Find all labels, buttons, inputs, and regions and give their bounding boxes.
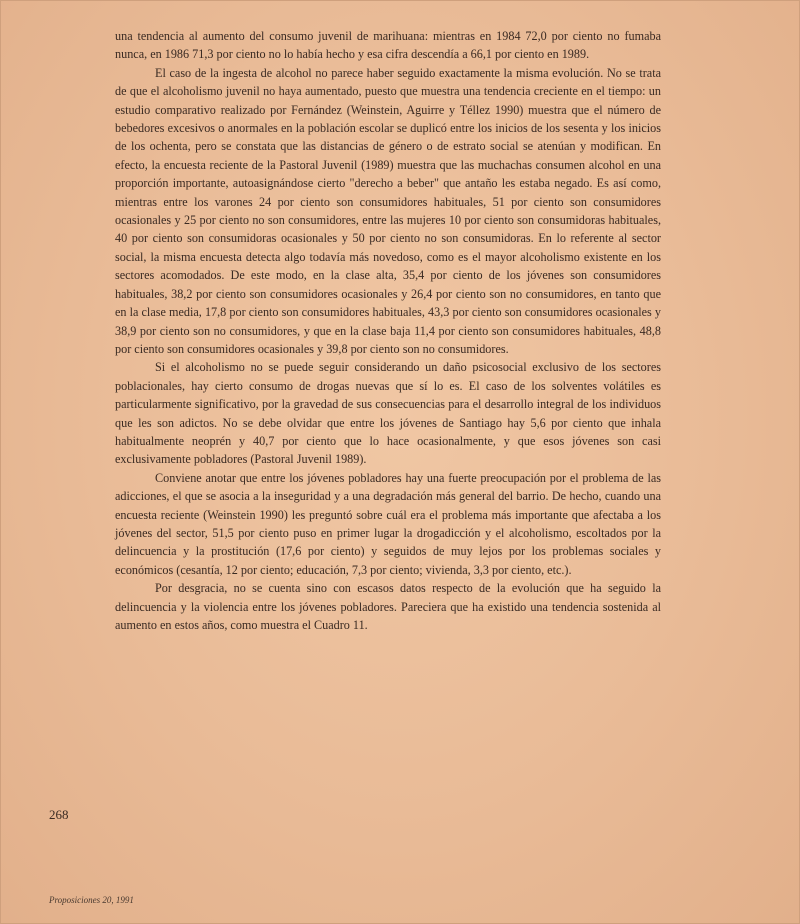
paragraph: Conviene anotar que entre los jóvenes pobladores hay una fuerte preocupación por el problema de las adicciones, el que se asocia a la inseguridad y a una degradación más general del barrio. De hecho, cuando una encuesta reciente (Weinstein 1990) les preguntó sobre cuál era el problema más importante que afectaba a los jóvenes del sector, 51,5 por ciento puso en primer lugar la drogadicción y el alcoholismo, escoltados por la delincuencia y la prostitución (17,6 por ciento) y seguidos de muy lejos por los problemas sociales y económicos (cesantía, 12 por ciento; educación, 7,3 por ciento; vivienda, 3,3 por ciento, etc.). bbox=[115, 470, 661, 577]
paragraph: Por desgracia, no se cuenta sino con escasos datos respecto de la evolución que ha seguido la delincuencia y la violencia entre los jóvenes pobladores. Pareciera que ha existido una tendencia sostenida al aumento en estos años, como muestra el Cuadro 11. bbox=[115, 581, 661, 632]
page-number: 268 bbox=[49, 807, 69, 822]
running-footer: Proposiciones 20, 1991 bbox=[49, 895, 134, 905]
paragraph: Si el alcoholismo no se puede seguir considerando un daño psicosocial exclusivo de los sectores poblacionales, hay cierto consumo de drogas nuevas que sí lo es. El caso de los solventes volátiles es particularmente significativo, por la gravedad de sus consecuencias para el desarrollo integral de los individuos que les son adictos. No se debe olvidar que entre los jóvenes de Santiago hay 5,6 por ciento que inhala habitualmente neoprén y 40,7 por ciento que lo hace ocasionalmente, y que esos jóvenes son casi exclusivamente pobladores (Pastoral Juvenil 1989). bbox=[115, 360, 661, 467]
body-text bbox=[115, 27, 661, 634]
paragraph: El caso de la ingesta de alcohol no parece haber seguido exactamente la misma evolución. No se trata de que el alcoholismo juvenil no haya aumentado, puesto que muestra una tendencia creciente en el tiempo: un estudio comparativo realizado por Fernández (Weinstein, Aguirre y Téllez 1990) muestra que el número de bebedores excesivos o anormales en la población escolar se duplicó entre los inicios de los sesenta y los inicios de los ochenta, pero se constata que las distancias de género o de estrato social se atenúan y modifican. En efecto, la encuesta reciente de la Pastoral Juvenil (1989) muestra que las muchachas consumen alcohol en una proporción importante, autoasignándose cierto "derecho a beber" que antaño les estaba negado. Es así como, mientras entre los varones 24 por ciento son consumidores habituales, 51 por ciento son consumidores ocasionales y 25 por ciento no son consumidores, entre las mujeres 10 por ciento son consumidoras habituales, 40 por ciento son consumidoras ocasionales y 50 por ciento no son consumidoras. En lo referente al sector social, la misma encuesta detecta algo todavía más novedoso, como es el mayor alcoholismo existente en los sectores acomodados. De este modo, en la clase alta, 35,4 por ciento de los jóvenes son consumidores habituales, 38,2 por ciento son consumidores ocasionales y 26,4 por ciento son no consumidores, en tanto que en la clase media, 17,8 por ciento son consumidores habituales, 43,3 por ciento son consumidores ocasionales y 38,9 por ciento son no consumidores, y que en la clase baja 11,4 por ciento son consumidores habituales, 48,8 por ciento son consumidores ocasionales y 39,8 por ciento son no consumidores. bbox=[115, 65, 661, 356]
paragraph: una tendencia al aumento del consumo juvenil de marihuana: mientras en 1984 72,0 por ciento no fumaba nunca, en 1986 71,3 por ciento no lo había hecho y esa cifra descendía a 66,1 por ciento en 1989. bbox=[115, 29, 661, 62]
